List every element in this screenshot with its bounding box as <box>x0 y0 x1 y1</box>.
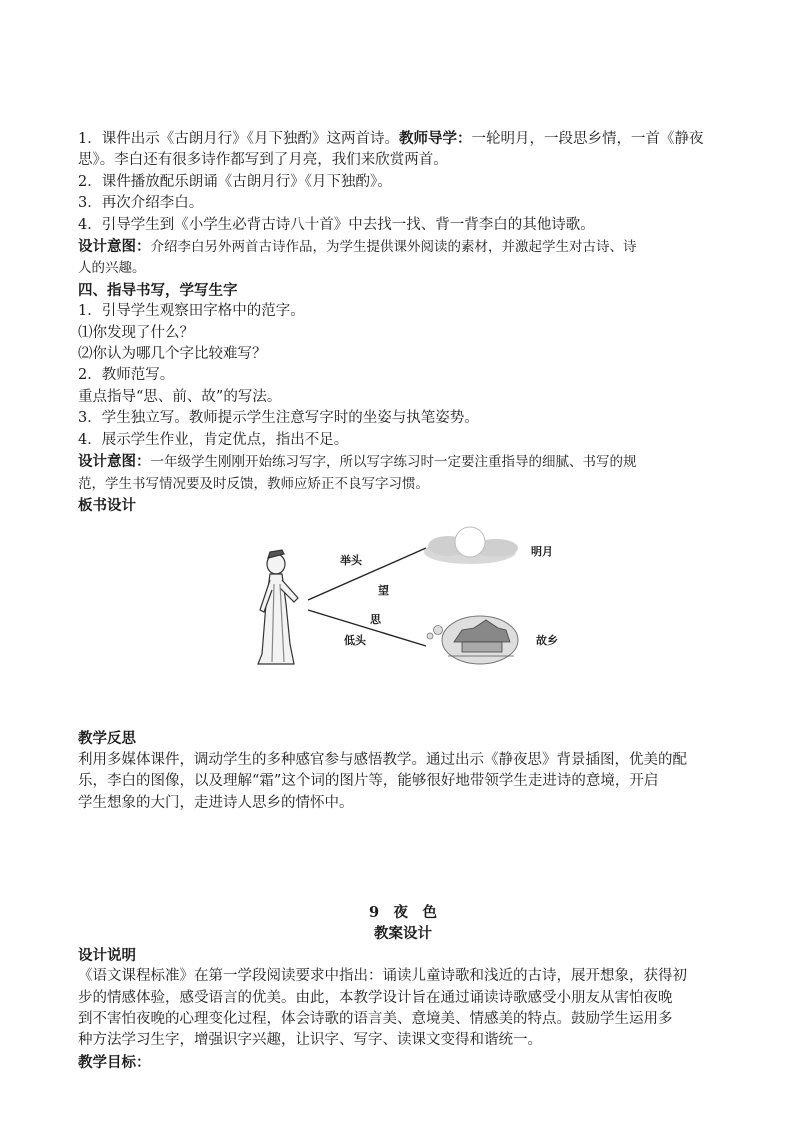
intro-text-cont: 一轮明月，一段思乡情，一首《静夜 <box>471 131 704 147</box>
design-notes-heading: 设计说明 <box>78 946 136 964</box>
lesson-subtitle: 教案设计 <box>374 925 432 943</box>
reflection-line-2: 乐，李白的图像，以及理解“霜”这个词的图片等，能够很好地带领学生走进诗的意境，开启 <box>78 773 659 790</box>
label-think: 思 <box>370 613 381 627</box>
label-raise-head: 举头 <box>340 554 362 568</box>
reflection-line-1: 利用多媒体课件，调动学生的多种感官参与感悟教学。通过出示《静夜思》背景插图，优美的配 <box>78 751 687 768</box>
writing-intent-2: 范，学生书写情况要及时反馈，教师应矫正不良写字习惯。 <box>78 475 429 492</box>
label-moon: 明月 <box>531 545 553 559</box>
reflection-line-3: 学生想象的大门，走进诗人思乡的情怀中。 <box>78 794 354 811</box>
intro-line-1 <box>78 128 728 150</box>
writing-intent <box>78 451 728 473</box>
writing-heading: 四、指导书写，学写生字 <box>78 281 238 299</box>
design-notes-line-1: 《语文课程标准》在第一学段阅读要求中指出：诵读儿童诗歌和浅近的古诗，展开想象，获得初 <box>78 968 687 985</box>
intro-text: 1．课件出示《古朗月行》《月下独酌》这两首诗。 <box>78 131 399 147</box>
intro-intent <box>78 236 728 258</box>
writing-step-3: 3．学生独立写。教师提示学生注意写字时的坐姿与执笔姿势。 <box>78 410 479 427</box>
writing-step-2: 2．教师范写。 <box>78 367 175 384</box>
design-notes-line-4: 种方法学习生字，增强识字兴趣，让识字、写字、读课文变得和谐统一。 <box>78 1032 542 1049</box>
writing-step-2a: 重点指导“思、前、故”的写法。 <box>78 388 282 405</box>
writing-step-4: 4．展示学生作业，肯定优点，指出不足。 <box>78 431 349 448</box>
writing-step-1: 1．引导学生观察田字格中的范字。 <box>78 303 305 320</box>
design-intent-label: 设计意图： <box>78 238 151 256</box>
document-page <box>78 128 728 1073</box>
board-illustration <box>248 524 578 674</box>
writing-step-1b: ⑵你认为哪几个字比较难写？ <box>78 346 267 363</box>
design-intent-text: 介绍李白另外两首古诗作品，为学生提供课外阅读的素材，并激起学生对古诗、诗 <box>150 239 637 256</box>
design-intent-text: 一年级学生刚刚开始练习写字，所以写字练习时一定要注重指导的细腻、书写的规 <box>150 454 637 471</box>
hometown-bubble-icon <box>427 616 518 664</box>
writing-step-1a: ⑴你发现了什么？ <box>78 324 194 341</box>
reflection-heading: 教学反思 <box>78 730 136 748</box>
intro-line-3: 2．课件播放配乐朗诵《古朗月行》《月下独酌》。 <box>78 173 392 190</box>
intro-line-5: 4．引导学生到《小学生必背古诗八十首》中去找一找、背一背李白的其他诗歌。 <box>78 216 595 233</box>
intro-line-4: 3．再次介绍李白。 <box>78 195 204 212</box>
teacher-guide-label: 教师导学： <box>398 130 472 147</box>
board-lines <box>308 548 426 646</box>
teaching-goals-heading: 教学目标： <box>78 1053 151 1071</box>
label-lower-head: 低头 <box>344 634 366 648</box>
label-look: 望 <box>378 584 389 598</box>
board-design-diagram <box>248 524 578 674</box>
intro-line-2: 思》。李白还有很多诗作都写到了月亮，我们来欣赏两首。 <box>78 152 448 169</box>
design-notes-line-2: 步的情感体验，感受语言的优美。由此，本教学设计旨在通过诵读诗歌感受小朋友从害怕夜晚 <box>78 989 673 1006</box>
intro-intent-2: 人的兴趣。 <box>78 260 146 277</box>
label-hometown: 故乡 <box>536 634 558 648</box>
board-heading: 板书设计 <box>78 496 136 514</box>
lesson-title: 9 夜 色 <box>368 903 438 921</box>
design-intent-label: 设计意图： <box>78 453 151 471</box>
design-notes-line-3: 到不害怕夜晚的心理变化过程，体会诗歌的语言美、意境美、情感美的特点。鼓励学生运用多 <box>78 1010 673 1027</box>
moon-icon <box>424 527 518 564</box>
poet-figure-icon <box>258 550 298 664</box>
